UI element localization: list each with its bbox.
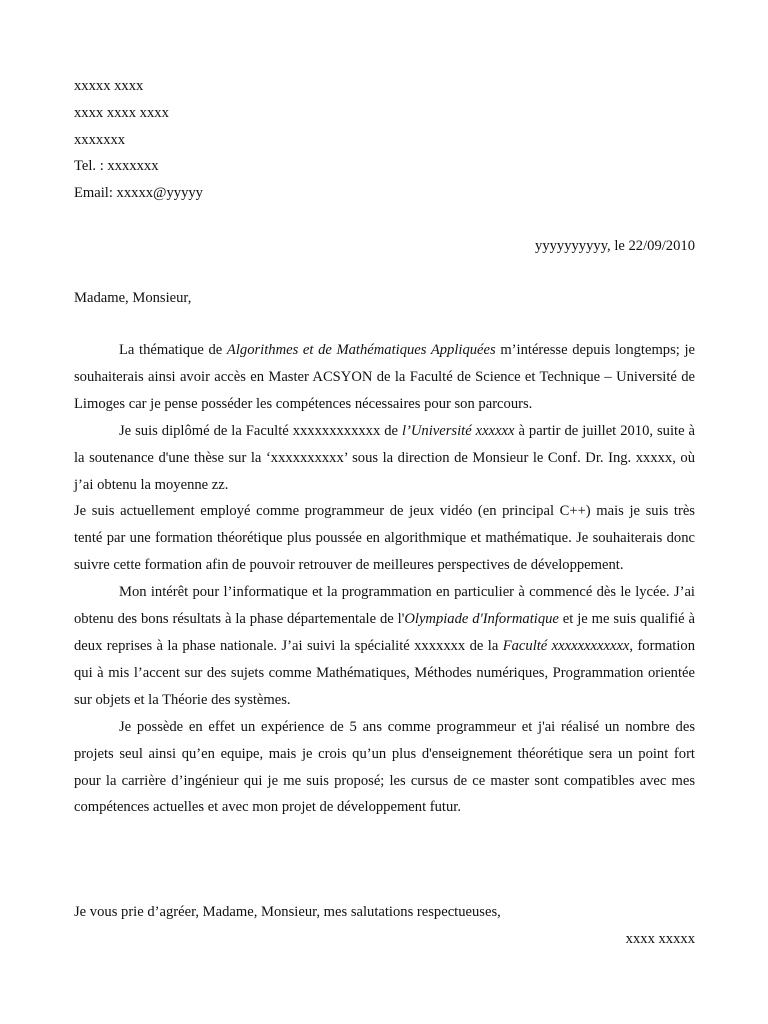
- sender-email: Email: xxxxx@yyyyy: [74, 185, 203, 202]
- sender-address-line1: xxxx xxxx xxxx: [74, 104, 169, 121]
- paragraph-5: Je possède en effet un expérience de 5 ans comme programmeur et j'ai réalisé un nombre des projets seul ainsi qu’en equipe, mais je crois qu’un plus d'enseignement théorétique sera un point fort pour la carrière d’ingénieur qui je me suis proposé; les cursus de ce master sont compatibles avec mes compétences actuelles et avec mon projet de développement futur.: [74, 718, 695, 816]
- paragraph-1-text-c: m’intéresse depuis longtemps; je souhaiterais ainsi avoir accès en Master ACSYON de la Faculté de Science et Technique – Université de Limoges car je pense posséder les compétences nécessaires pour son parcours.: [74, 342, 695, 412]
- paragraph-4-italic-olympiade: Olympiade d'Informatique: [404, 611, 559, 628]
- date-line: yyyyyyyyyy, le 22/09/2010: [535, 238, 695, 254]
- paragraph-3: Je suis actuellement employé comme programmeur de jeux vidéo (en principal C++) mais je suis très tenté par une formation théorétique plus poussée en algorithmique et mathématique. Je souhaiterais donc suivre cette formation afin de pouvoir retrouver de meilleures perspectives de développement.: [74, 503, 695, 574]
- sender-name: xxxxx xxxx: [74, 78, 144, 94]
- salutation: Madame, Monsieur,: [74, 290, 192, 306]
- closing-line: Je vous prie d’agréer, Madame, Monsieur, mes salutations respectueuses,: [74, 904, 501, 920]
- paragraph-4-text-a: Mon intérêt pour l’informatique et la programmation en particulier à commencé dès le lycée. J’ai obtenu des bons résultats à la phase départementale de l': [74, 584, 695, 628]
- sender-block: [74, 73, 203, 207]
- sender-phone: Tel. : xxxxxxx: [74, 158, 159, 175]
- paragraph-4: [74, 579, 695, 714]
- paragraph-2-italic-university: l’Université xxxxxx: [401, 422, 515, 439]
- paragraph-1: [74, 337, 695, 418]
- signature: xxxx xxxxx: [625, 931, 695, 947]
- paragraph-4-italic-faculte: Faculté xxxxxxxxxxxx: [502, 637, 630, 654]
- letter-body: [74, 337, 695, 821]
- paragraph-2-text-a: Je suis diplômé de la Faculté xxxxxxxxxxxx de: [119, 422, 402, 439]
- paragraph-2-text-c: à partir de juillet 2010, suite à la soutenance d'une thèse sur la ‘xxxxxxxxxx’ sous la direction de Monsieur le Conf. Dr. Ing. xxxxx, où j’ai obtenu la moyenne zz.: [74, 422, 695, 493]
- sender-address-line2: xxxxxxx: [74, 131, 126, 148]
- paragraph-1-italic-topic: Algorithmes et de Mathématiques Appliquées: [226, 342, 496, 358]
- paragraph-4-text-c: et je me suis qualifié à deux reprises à la phase nationale. J’ai suivi la spécialité xxxxxxx de la: [74, 611, 695, 654]
- paragraph-1-text-a: La thématique de: [119, 342, 227, 358]
- paragraph-4-text-e: , formation qui à mis l’accent sur des sujets comme Mathématiques, Méthodes numériques, Programmation orientée sur objets et la Théorie des systèmes.: [74, 637, 695, 708]
- paragraph-2: [74, 418, 695, 499]
